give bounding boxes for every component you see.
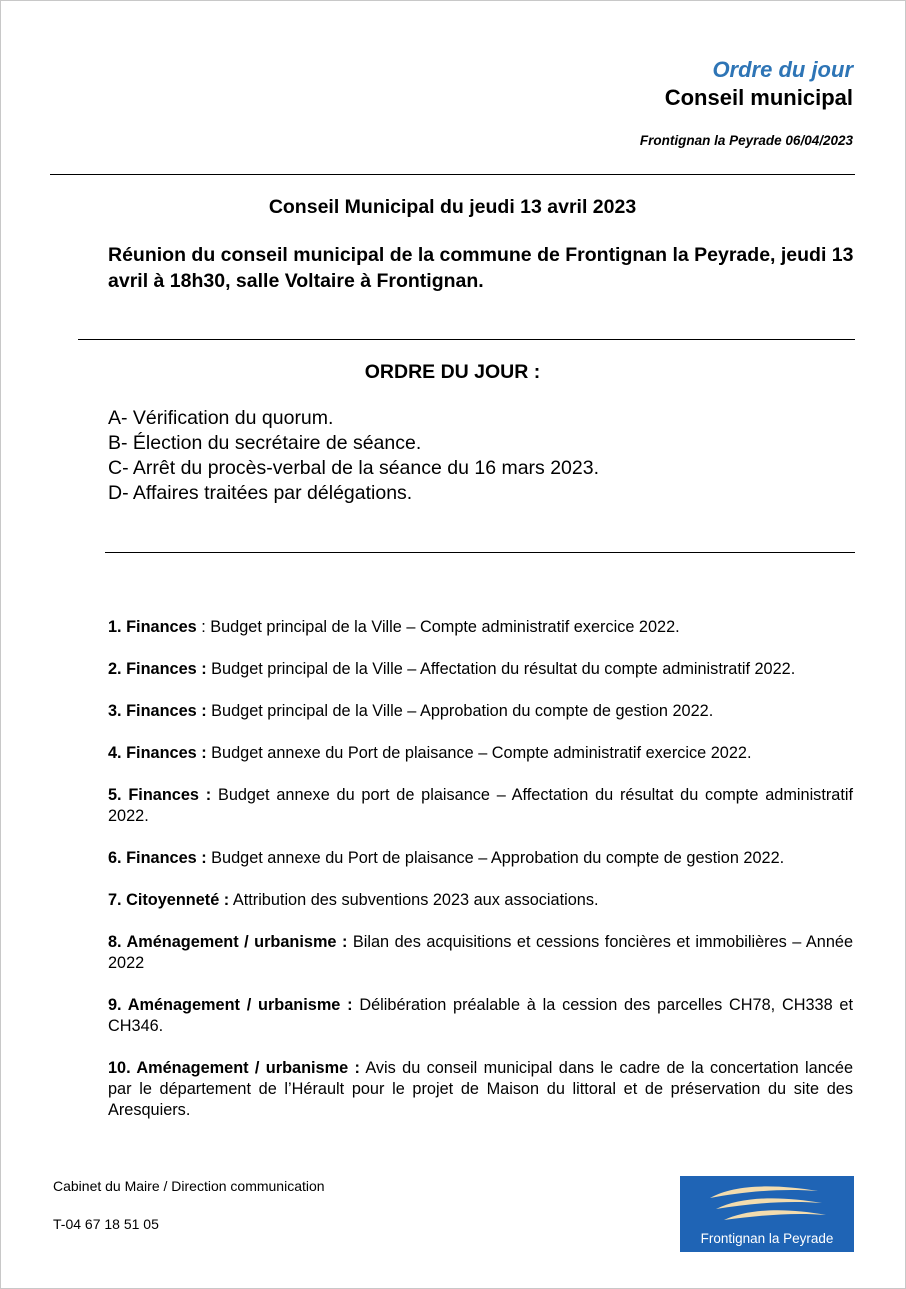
divider	[50, 174, 855, 175]
agenda-item-text: Budget annexe du Port de plaisance – Compte administratif exercice 2022.	[211, 744, 752, 762]
footer-phone: T-04 67 18 51 05	[53, 1216, 159, 1232]
agenda-item	[108, 659, 853, 680]
divider	[78, 339, 855, 340]
document-kicker: Ordre du jour	[712, 57, 853, 82]
document-title: Conseil municipal	[664, 85, 853, 110]
agenda-items	[108, 617, 853, 1121]
agenda-item	[108, 995, 853, 1037]
agenda-item-label: 2. Finances :	[108, 660, 207, 678]
agenda-item-label: 5. Finances :	[108, 786, 212, 804]
logo-label: Frontignan la Peyrade	[700, 1231, 834, 1246]
list-item: B- Élection du secrétaire de séance.	[108, 432, 422, 454]
agenda-item	[108, 785, 853, 827]
divider	[105, 552, 855, 553]
agenda-item	[108, 890, 853, 911]
agenda-item-text: Attribution des subventions 2023 aux associations.	[232, 891, 599, 909]
agenda-item-label: 3. Finances :	[108, 702, 207, 720]
list-item: D- Affaires traitées par délégations.	[108, 482, 413, 504]
agenda-item-label: 7. Citoyenneté :	[108, 891, 230, 909]
list-item: A- Vérification du quorum.	[108, 407, 334, 429]
agenda-item	[108, 701, 853, 722]
agenda-item-text: Budget annexe du Port de plaisance – Approbation du compte de gestion 2022.	[211, 849, 785, 867]
preliminary-list	[108, 406, 599, 506]
agenda-item-text: Délibération préalable à la cession des parcelles CH78, CH338 et CH346.	[108, 996, 853, 1035]
footer-office: Cabinet du Maire / Direction communication	[53, 1178, 325, 1194]
agenda-item-label: 9. Aménagement / urbanisme :	[108, 996, 353, 1014]
agenda-title: ORDRE DU JOUR :	[364, 361, 541, 383]
agenda-item	[108, 1058, 853, 1121]
agenda-item-text: Budget principal de la Ville – Compte administratif exercice 2022.	[210, 618, 680, 636]
agenda-item	[108, 848, 853, 869]
meeting-heading: Conseil Municipal du jeudi 13 avril 2023	[268, 196, 637, 218]
dateline: Frontignan la Peyrade 06/04/2023	[639, 133, 853, 148]
meeting-intro: Réunion du conseil municipal de la commune de Frontignan la Peyrade, jeudi 13 avril à 18h30, salle Voltaire à Frontignan.	[108, 244, 854, 292]
agenda-item	[108, 932, 853, 974]
agenda-item-text: Budget annexe du port de plaisance – Affectation du résultat du compte administratif 2022.	[108, 786, 853, 825]
agenda-item-label: 1. Finances	[108, 618, 197, 636]
agenda-item-text: Bilan des acquisitions et cessions foncières et immobilières – Année 2022	[108, 933, 853, 972]
agenda-item-text: Budget principal de la Ville – Affectation du résultat du compte administratif 2022.	[211, 660, 796, 678]
agenda-item-text: Budget principal de la Ville – Approbation du compte de gestion 2022.	[211, 702, 714, 720]
agenda-item-label: 8. Aménagement / urbanisme :	[108, 933, 348, 951]
agenda-item	[108, 743, 853, 764]
agenda-item-label: 6. Finances :	[108, 849, 207, 867]
wave-icon	[680, 1176, 854, 1232]
agenda-item-text: Avis du conseil municipal dans le cadre de la concertation lancée par le département de l’Hérault pour le projet de Maison du littoral et de préservation du site des Aresquiers.	[108, 1059, 854, 1119]
city-logo	[680, 1176, 854, 1252]
list-item: C- Arrêt du procès-verbal de la séance du 16 mars 2023.	[108, 457, 600, 479]
agenda-item: 1. Finances : Budget principal de la Ville – Compte administratif exercice 2022.	[108, 618, 680, 636]
agenda-item-label: 4. Finances :	[108, 744, 207, 762]
agenda-item-label: 10. Aménagement / urbanisme :	[108, 1059, 360, 1077]
